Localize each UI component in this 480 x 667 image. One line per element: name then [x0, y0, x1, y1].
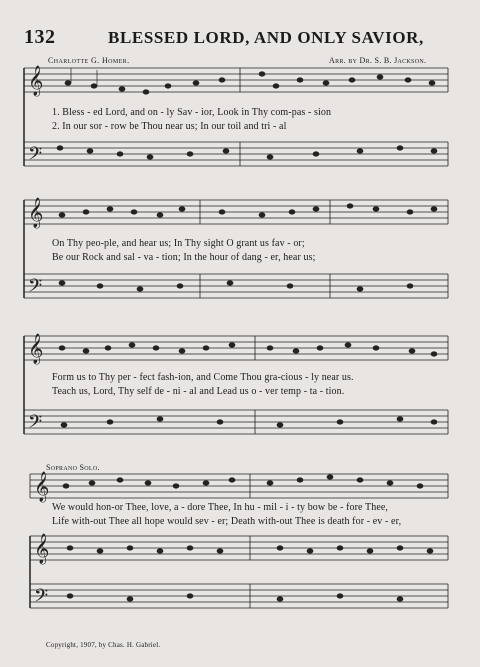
lyrics-system-4-verse-2: Life with-out Thee all hope would sev - er; Death with-out Thee is death for - ev - er, — [52, 516, 402, 527]
copyright-notice: Copyright, 1907, by Chas. H. Gabriel. — [46, 641, 161, 649]
system-4-solo-staff — [30, 474, 448, 498]
system-1-bass-staff — [24, 142, 448, 166]
lyrics-system-2-verse-2: Be our Rock and sal - va - tion; In the hour of dang - er, hear us; — [52, 252, 316, 263]
soprano-solo-label: Soprano Solo. — [46, 463, 100, 472]
arranger-credit: Arr. by Dr. S. B. Jackson. — [329, 56, 427, 65]
system-2-treble-staff — [24, 200, 448, 298]
author-credit: Charlotte G. Homer. — [48, 56, 130, 65]
hymn-title: BLESSED LORD, AND ONLY SAVIOR, — [108, 28, 424, 47]
svg-text:𝄢: 𝄢 — [28, 412, 43, 437]
hymn-number: 132 — [24, 26, 56, 48]
lyrics-system-1-verse-1: 1. Bless - ed Lord, and on - ly Sav - ior, Look in Thy com-pas - sion — [52, 107, 332, 118]
system-4-bass-staff — [30, 584, 448, 608]
svg-text:𝄞: 𝄞 — [28, 198, 44, 228]
svg-text:𝄞: 𝄞 — [34, 534, 50, 564]
svg-text:𝄢: 𝄢 — [34, 586, 49, 611]
system-4-treble-staff — [30, 536, 448, 608]
lyrics-system-3-verse-1: Form us to Thy per - fect fash-ion, and Come Thou gra-cious - ly near us. — [52, 372, 354, 383]
svg-text:𝄢: 𝄢 — [28, 276, 43, 301]
notes-system-3 — [59, 343, 437, 428]
svg-text:𝄢: 𝄢 — [28, 144, 43, 169]
lyrics-system-2-verse-1: On Thy peo-ple, and hear us; In Thy sight O grant us fav - or; — [52, 238, 305, 249]
lyrics-system-3-verse-2: Teach us, Lord, Thy self de - ni - al and Lead us o - ver temp - ta - tion. — [52, 386, 345, 397]
svg-text:𝄞: 𝄞 — [28, 66, 44, 96]
lyrics-system-1-verse-2: 2. In our sor - row be Thou near us; In our toil and tri - al — [52, 121, 287, 132]
svg-text:𝄞: 𝄞 — [28, 334, 44, 364]
svg-text:𝄞: 𝄞 — [34, 472, 50, 502]
system-3-bass-staff — [24, 410, 448, 434]
lyrics-system-4-verse-1: We would hon-or Thee, love, a - dore Thee, In hu - mil - i - ty bow be - fore Thee, — [52, 502, 389, 513]
notes-system-4 — [63, 475, 433, 602]
clef-marks — [28, 65, 49, 611]
system-2-bass-staff — [24, 274, 448, 298]
